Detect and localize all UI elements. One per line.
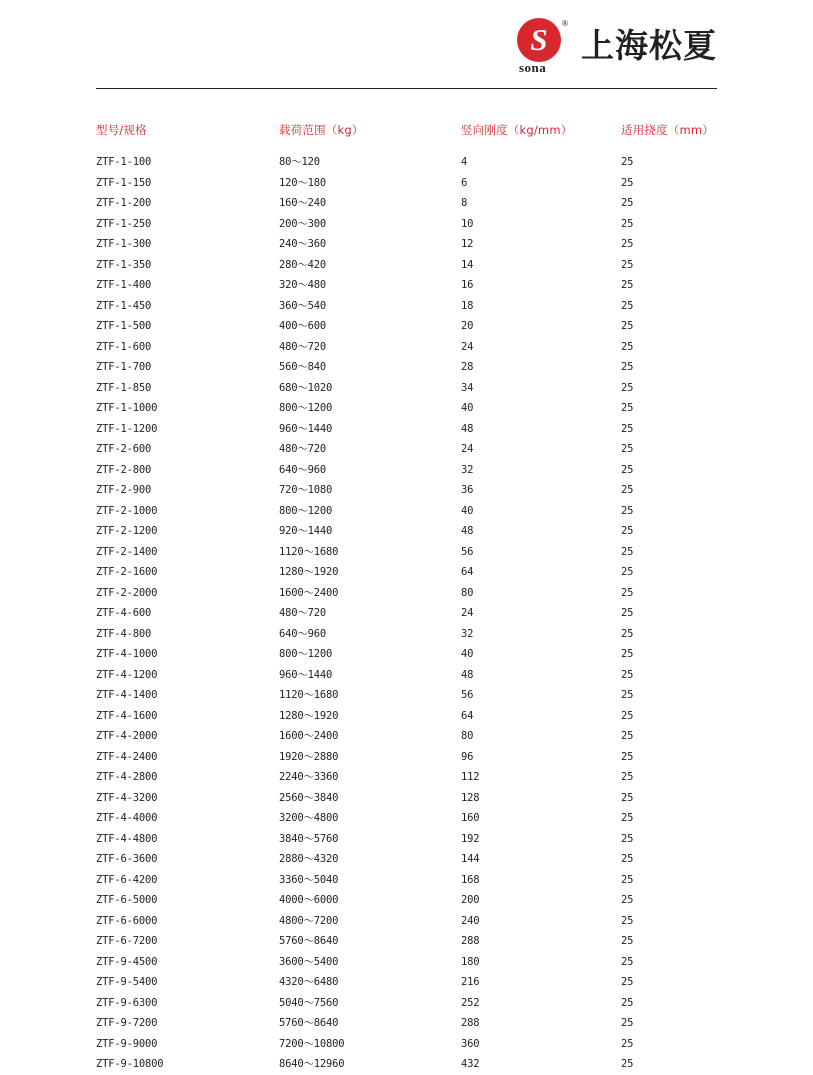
table-cell: 25 (621, 812, 634, 824)
table-row (96, 501, 733, 522)
table-cell: 25 (621, 504, 634, 517)
table-cell: 180 (461, 955, 480, 968)
document-header (0, 0, 813, 90)
table-cell: 216 (461, 976, 480, 988)
table-cell: 5040～7560 (279, 996, 339, 1009)
table-cell: 640～960 (279, 463, 327, 476)
table-row (96, 439, 733, 460)
table-row (96, 665, 733, 686)
table-cell: ZTF-9-7200 (96, 1017, 158, 1029)
table-cell: 25 (621, 668, 634, 681)
table-row (96, 193, 733, 214)
table-cell: 25 (621, 299, 634, 312)
table-row (96, 1013, 733, 1034)
table-cell: 128 (461, 791, 480, 804)
table-cell: ZTF-4-2000 (96, 730, 158, 742)
table-cell: ZTF-4-600 (96, 607, 152, 619)
table-cell: 25 (621, 771, 634, 783)
table-cell: 1600～2400 (279, 586, 339, 599)
table-row (96, 255, 733, 276)
table-cell: 80～120 (279, 156, 320, 168)
table-cell: 400～600 (279, 320, 327, 332)
table-row (96, 542, 733, 563)
table-cell: 200 (461, 894, 480, 906)
table-row (96, 972, 733, 993)
table-row (96, 296, 733, 317)
table-cell: ZTF-2-2000 (96, 586, 158, 599)
table-row (96, 788, 733, 809)
table-row (96, 890, 733, 911)
table-cell: 144 (461, 853, 480, 865)
table-cell: 25 (621, 996, 634, 1009)
table-cell: 25 (621, 484, 634, 496)
table-cell: 25 (621, 176, 634, 189)
table-cell: 96 (461, 750, 474, 763)
table-cell: 10 (461, 217, 474, 230)
table-row (96, 562, 733, 583)
table-cell: ZTF-1-1200 (96, 422, 158, 435)
company-name: 上海松夏 (581, 26, 717, 65)
logo-letter: S (530, 22, 548, 57)
table-cell: ZTF-6-5000 (96, 894, 158, 906)
table-cell: 25 (621, 156, 634, 168)
table-cell: 240 (461, 914, 480, 927)
table-cell: 18 (461, 299, 474, 312)
table-cell: 36 (461, 484, 474, 496)
table-row (96, 808, 733, 829)
table-cell: 25 (621, 914, 634, 927)
table-cell: 3360～5040 (279, 873, 339, 886)
table-cell: 25 (621, 894, 634, 906)
table-cell: 960～1440 (279, 422, 333, 435)
table-cell: 8 (461, 197, 468, 209)
table-cell: 432 (461, 1058, 480, 1070)
table-cell: ZTF-4-4000 (96, 812, 158, 824)
table-cell: 12 (461, 238, 474, 250)
table-cell: 25 (621, 976, 634, 988)
sona-logo-icon (517, 18, 571, 74)
table-row (96, 747, 733, 768)
table-cell: 2240～3360 (279, 771, 339, 783)
table-cell: ZTF-6-3600 (96, 853, 158, 865)
table-cell: ZTF-2-800 (96, 463, 152, 476)
table-cell: 1920～2880 (279, 750, 339, 763)
table-cell: 1280～1920 (279, 709, 339, 722)
table-cell: 680～1020 (279, 381, 333, 394)
table-row (96, 398, 733, 419)
table-cell: 25 (621, 320, 634, 332)
table-cell: 192 (461, 832, 480, 845)
registered-trademark-icon: ® (562, 19, 568, 28)
table-cell: 25 (621, 607, 634, 619)
table-cell: 480～720 (279, 340, 327, 353)
header-divider (96, 88, 717, 89)
table-cell: 25 (621, 197, 634, 209)
table-cell: 25 (621, 648, 634, 660)
table-cell: ZTF-2-900 (96, 484, 152, 496)
table-cell: 1120～1680 (279, 689, 339, 701)
table-cell: 48 (461, 525, 474, 537)
table-row (96, 685, 733, 706)
logo-wordmark: sona (519, 60, 547, 75)
table-cell: ZTF-1-400 (96, 279, 152, 291)
table-cell: 560～840 (279, 361, 327, 373)
table-row (96, 234, 733, 255)
table-cell: 64 (461, 709, 474, 722)
table-cell: 4000～6000 (279, 894, 339, 906)
table-cell: 360 (461, 1037, 480, 1050)
table-cell: 120～180 (279, 176, 327, 189)
table-cell: ZTF-2-1000 (96, 504, 158, 517)
table-row (96, 706, 733, 727)
table-cell: 25 (621, 873, 634, 886)
table-cell: 800～1200 (279, 648, 333, 660)
table-cell: 34 (461, 381, 474, 394)
column-header-load-range: 载荷范围（kg） (279, 123, 364, 137)
table-cell: 48 (461, 422, 474, 435)
table-cell: 25 (621, 217, 634, 230)
table-cell: ZTF-1-100 (96, 156, 152, 168)
table-cell: 160 (461, 812, 480, 824)
table-row (96, 152, 733, 173)
table-row (96, 931, 733, 952)
table-cell: 480～720 (279, 443, 327, 455)
table-cell: ZTF-4-1000 (96, 648, 158, 660)
table-cell: 25 (621, 402, 634, 414)
table-cell: ZTF-9-6300 (96, 996, 158, 1009)
table-row (96, 521, 733, 542)
table-cell: 25 (621, 689, 634, 701)
table-cell: 16 (461, 279, 474, 291)
table-cell: 25 (621, 463, 634, 476)
table-cell: ZTF-4-2400 (96, 750, 158, 763)
table-cell: ZTF-1-600 (96, 340, 152, 353)
table-cell: 25 (621, 627, 634, 640)
table-row (96, 911, 733, 932)
table-cell: 25 (621, 955, 634, 968)
table-cell: 2880～4320 (279, 853, 339, 865)
table-cell: 32 (461, 463, 474, 476)
table-cell: 320～480 (279, 279, 327, 291)
table-cell: ZTF-4-1600 (96, 709, 158, 722)
table-cell: 4320～6480 (279, 976, 339, 988)
table-cell: 252 (461, 996, 480, 1009)
table-row (96, 316, 733, 337)
table-cell: 1280～1920 (279, 566, 339, 578)
table-cell: 3600～5400 (279, 955, 339, 968)
table-row (96, 1054, 733, 1075)
table-cell: 168 (461, 873, 480, 886)
table-cell: 25 (621, 361, 634, 373)
table-cell: 25 (621, 832, 634, 845)
table-row (96, 583, 733, 604)
table-row (96, 644, 733, 665)
table-cell: 25 (621, 566, 634, 578)
table-cell: ZTF-1-1000 (96, 402, 158, 414)
table-cell: 48 (461, 668, 474, 681)
table-row (96, 214, 733, 235)
table-cell: 288 (461, 1017, 480, 1029)
table-cell: ZTF-4-2800 (96, 771, 158, 783)
table-cell: ZTF-4-1200 (96, 668, 158, 681)
table-cell: 80 (461, 730, 474, 742)
table-cell: 7200～10800 (279, 1037, 345, 1050)
spec-table-container (96, 122, 733, 1075)
table-cell: 25 (621, 709, 634, 722)
table-cell: ZTF-4-800 (96, 627, 152, 640)
table-cell: ZTF-1-200 (96, 197, 152, 209)
table-cell: ZTF-9-9000 (96, 1037, 158, 1050)
table-cell: 80 (461, 586, 474, 599)
table-cell: 25 (621, 1058, 634, 1070)
table-cell: 25 (621, 791, 634, 804)
table-cell: 25 (621, 443, 634, 455)
table-cell: ZTF-4-1400 (96, 689, 158, 701)
table-cell: 32 (461, 627, 474, 640)
table-cell: 5760～8640 (279, 1017, 339, 1029)
table-cell: 25 (621, 238, 634, 250)
company-logo (517, 18, 717, 74)
table-row (96, 829, 733, 850)
table-cell: 25 (621, 853, 634, 865)
table-cell: 8640～12960 (279, 1058, 345, 1070)
table-cell: 6 (461, 176, 468, 189)
table-cell: 160～240 (279, 197, 327, 209)
table-body (96, 152, 733, 1075)
table-header (96, 122, 733, 152)
table-cell: 1600～2400 (279, 730, 339, 742)
table-cell: ZTF-1-450 (96, 299, 152, 312)
table-row (96, 460, 733, 481)
table-cell: 25 (621, 545, 634, 558)
table-row (96, 767, 733, 788)
table-cell: 20 (461, 320, 474, 332)
table-cell: 360～540 (279, 299, 327, 312)
column-header-deflection: 适用挠度（mm） (621, 123, 715, 137)
table-cell: 25 (621, 258, 634, 271)
table-cell: 25 (621, 340, 634, 353)
table-cell: ZTF-6-4200 (96, 873, 158, 886)
table-cell: 28 (461, 361, 474, 373)
table-cell: 25 (621, 586, 634, 599)
table-cell: 480～720 (279, 607, 327, 619)
table-cell: 40 (461, 648, 474, 660)
table-cell: 40 (461, 402, 474, 414)
table-cell: 280～420 (279, 258, 327, 271)
table-cell: 25 (621, 279, 634, 291)
table-cell: ZTF-6-6000 (96, 914, 158, 927)
column-header-model: 型号/规格 (96, 123, 147, 137)
table-row (96, 275, 733, 296)
table-cell: ZTF-1-500 (96, 320, 152, 332)
table-cell: 2560～3840 (279, 791, 339, 804)
table-cell: 25 (621, 750, 634, 763)
table-cell: 24 (461, 443, 474, 455)
table-cell: ZTF-2-1200 (96, 525, 158, 537)
table-cell: ZTF-1-150 (96, 176, 152, 189)
table-cell: ZTF-9-10800 (96, 1058, 164, 1070)
table-cell: ZTF-1-700 (96, 361, 152, 373)
table-cell: ZTF-2-1600 (96, 566, 158, 578)
table-cell: ZTF-6-7200 (96, 935, 158, 947)
table-cell: 25 (621, 422, 634, 435)
table-cell: ZTF-2-1400 (96, 545, 158, 558)
table-cell: 56 (461, 545, 474, 558)
table-row (96, 993, 733, 1014)
table-row (96, 173, 733, 194)
table-row (96, 480, 733, 501)
table-cell: 720～1080 (279, 484, 333, 496)
table-cell: 800～1200 (279, 402, 333, 414)
table-cell: ZTF-1-350 (96, 258, 152, 271)
table-cell: 800～1200 (279, 504, 333, 517)
table-cell: 25 (621, 1017, 634, 1029)
table-cell: 40 (461, 504, 474, 517)
table-cell: 3840～5760 (279, 832, 339, 845)
table-cell: 25 (621, 935, 634, 947)
table-row (96, 419, 733, 440)
table-cell: 25 (621, 730, 634, 742)
table-row (96, 952, 733, 973)
table-row (96, 624, 733, 645)
table-cell: ZTF-1-300 (96, 238, 152, 250)
table-row (96, 1034, 733, 1055)
table-cell: ZTF-9-4500 (96, 955, 158, 968)
table-cell: 24 (461, 607, 474, 619)
table-cell: 24 (461, 340, 474, 353)
table-cell: 56 (461, 689, 474, 701)
table-row (96, 870, 733, 891)
table-cell: ZTF-1-250 (96, 217, 152, 230)
table-cell: 14 (461, 258, 474, 271)
table-cell: 200～300 (279, 217, 327, 230)
table-cell: 25 (621, 1037, 634, 1050)
table-row (96, 378, 733, 399)
table-row (96, 603, 733, 624)
table-cell: 960～1440 (279, 668, 333, 681)
table-cell: 5760～8640 (279, 935, 339, 947)
table-row (96, 726, 733, 747)
table-cell: 3200～4800 (279, 812, 339, 824)
table-cell: 1120～1680 (279, 545, 339, 558)
table-row (96, 357, 733, 378)
spec-table (96, 122, 733, 1075)
table-cell: ZTF-2-600 (96, 443, 152, 455)
table-cell: 288 (461, 935, 480, 947)
table-cell: 240～360 (279, 238, 327, 250)
table-cell: ZTF-9-5400 (96, 976, 158, 988)
table-cell: ZTF-4-3200 (96, 791, 158, 804)
table-cell: 4 (461, 156, 468, 168)
column-header-vertical-stiffness: 竖向刚度（kg/mm） (461, 123, 573, 137)
table-row (96, 849, 733, 870)
table-cell: 112 (461, 771, 480, 783)
table-cell: 4800～7200 (279, 914, 339, 927)
table-cell: 25 (621, 381, 634, 394)
table-cell: ZTF-4-4800 (96, 832, 158, 845)
table-cell: 64 (461, 566, 474, 578)
table-row (96, 337, 733, 358)
table-cell: 920～1440 (279, 525, 333, 537)
table-cell: 25 (621, 525, 634, 537)
table-header-row (96, 122, 733, 152)
table-cell: ZTF-1-850 (96, 381, 152, 394)
table-cell: 640～960 (279, 627, 327, 640)
